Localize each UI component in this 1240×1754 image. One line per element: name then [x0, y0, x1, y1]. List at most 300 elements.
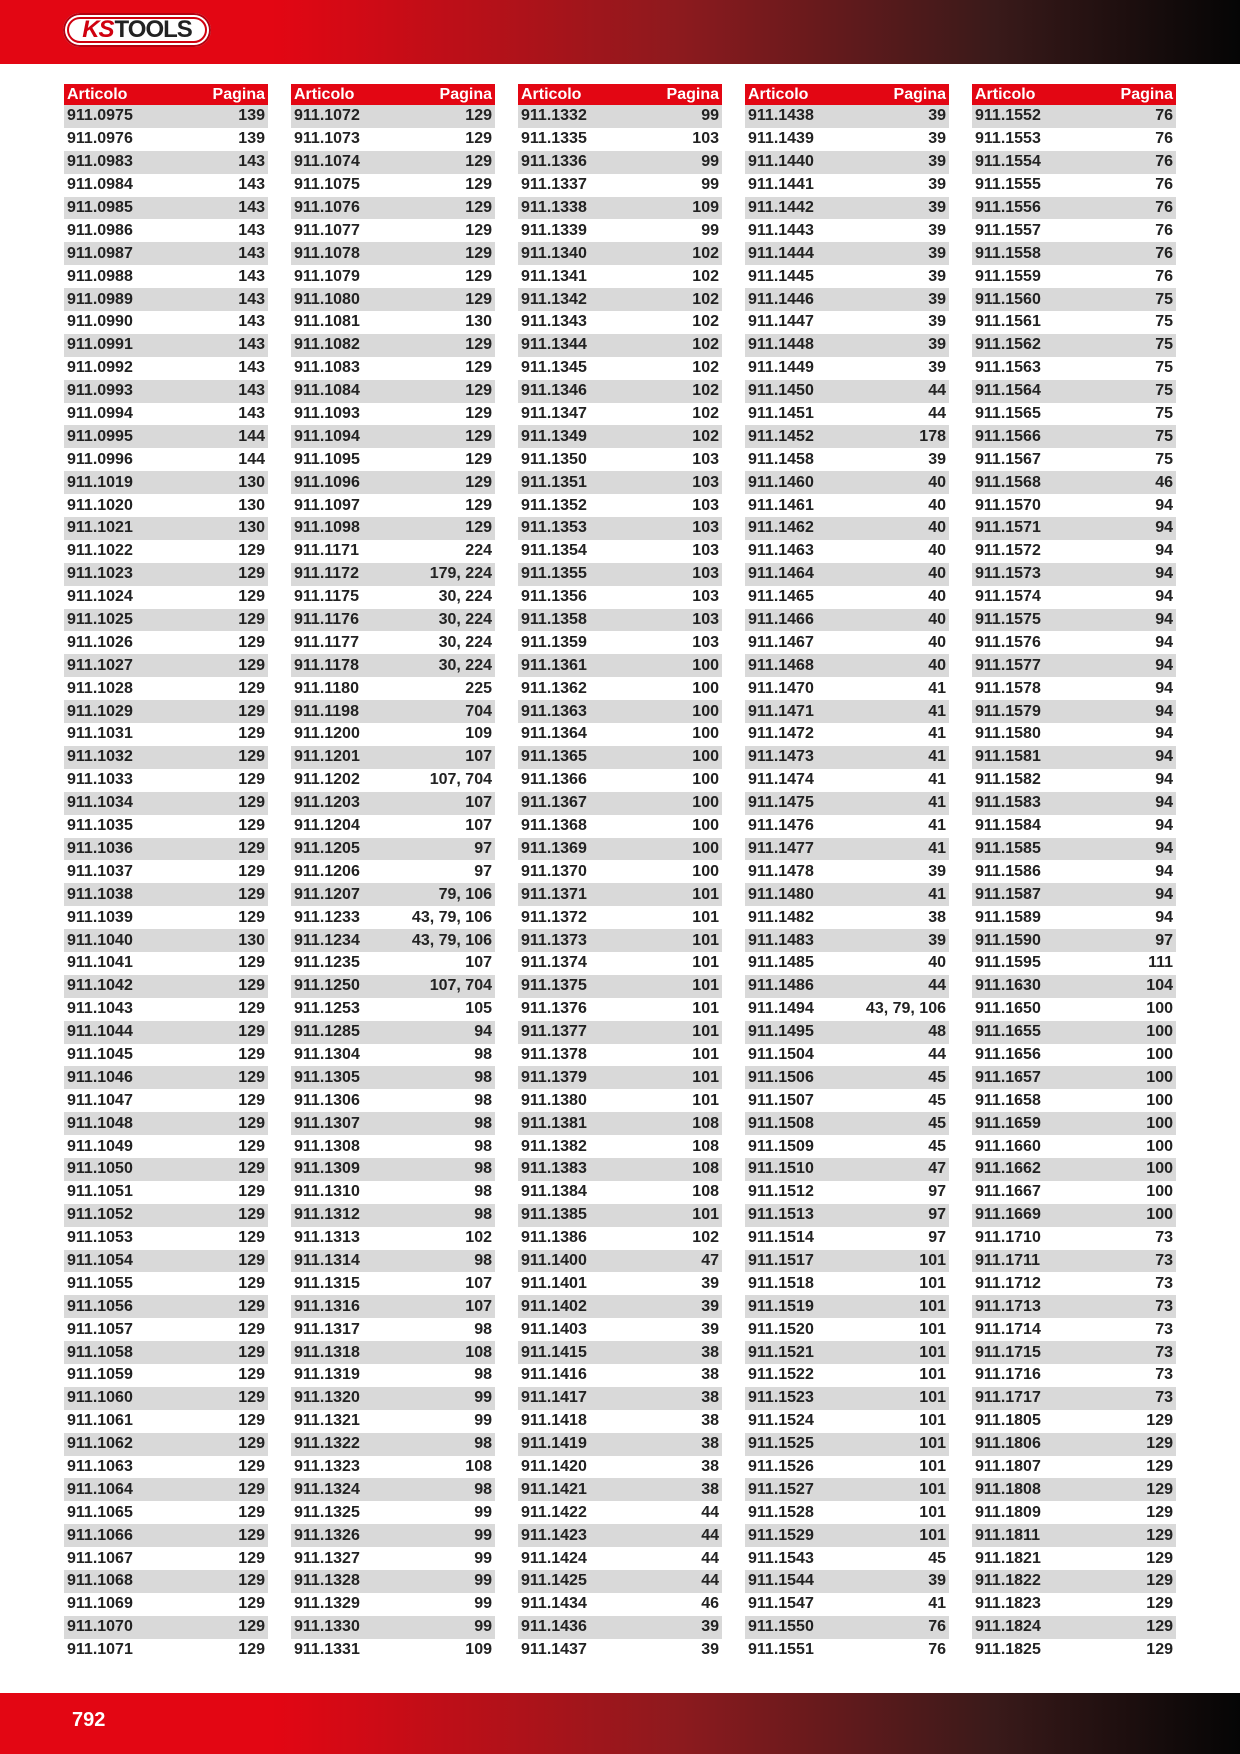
- page-reference: 129: [465, 290, 492, 308]
- index-row: [518, 425, 722, 448]
- page-reference: 143: [238, 336, 265, 354]
- article-number: 911.1024: [67, 588, 133, 606]
- article-number: 911.1543: [748, 1549, 814, 1567]
- article-number: 911.1327: [294, 1549, 360, 1567]
- header-article: Articolo: [67, 85, 128, 103]
- page-reference: 44: [701, 1526, 719, 1544]
- page-reference: 75: [1155, 405, 1173, 423]
- page-reference: 44: [701, 1572, 719, 1590]
- index-row: [745, 1456, 949, 1479]
- page-reference: 73: [1155, 1343, 1173, 1361]
- index-row: [745, 1570, 949, 1593]
- page-reference: 129: [238, 954, 265, 972]
- page-reference: 45: [928, 1137, 946, 1155]
- article-number: 911.1713: [975, 1297, 1041, 1315]
- page-reference: 100: [1146, 1114, 1173, 1132]
- article-number: 911.1587: [975, 885, 1041, 903]
- article-number: 911.1586: [975, 862, 1041, 880]
- index-row: [64, 1318, 268, 1341]
- index-row: [972, 1387, 1176, 1410]
- index-row: [745, 677, 949, 700]
- index-row: [518, 1593, 722, 1616]
- index-row: [972, 677, 1176, 700]
- article-number: 911.1480: [748, 885, 814, 903]
- index-row: [64, 265, 268, 288]
- page-reference: 129: [465, 176, 492, 194]
- index-row: [64, 1066, 268, 1089]
- index-row: [518, 334, 722, 357]
- article-number: 911.1025: [67, 611, 133, 629]
- article-number: 911.1529: [748, 1526, 814, 1544]
- page-reference: 102: [692, 405, 719, 423]
- page-reference: 100: [692, 839, 719, 857]
- index-row: [518, 998, 722, 1021]
- article-number: 911.1098: [294, 519, 360, 537]
- article-number: 911.1577: [975, 656, 1041, 674]
- page-reference: 30, 224: [438, 633, 492, 651]
- index-row: [518, 1318, 722, 1341]
- page-reference: 100: [692, 794, 719, 812]
- article-number: 911.1052: [67, 1206, 133, 1224]
- article-number: 911.1310: [294, 1183, 360, 1201]
- index-row: [518, 1158, 722, 1181]
- page-reference: 108: [692, 1114, 719, 1132]
- page-reference: 98: [474, 1183, 492, 1201]
- article-number: 911.1032: [67, 748, 133, 766]
- article-number: 911.1550: [748, 1618, 814, 1636]
- article-number: 911.1045: [67, 1045, 133, 1063]
- logo-ks-text: KS: [82, 16, 114, 43]
- index-row: [518, 1570, 722, 1593]
- article-number: 911.1582: [975, 771, 1041, 789]
- page-reference: 94: [1155, 771, 1173, 789]
- article-number: 911.1373: [521, 931, 587, 949]
- article-number: 911.1063: [67, 1457, 133, 1475]
- article-number: 911.1235: [294, 954, 360, 972]
- index-row: [745, 998, 949, 1021]
- index-row: [972, 288, 1176, 311]
- article-number: 911.1590: [975, 931, 1041, 949]
- index-row: [745, 906, 949, 929]
- article-number: 911.1234: [294, 931, 360, 949]
- article-number: 911.1044: [67, 1023, 133, 1041]
- article-number: 911.1358: [521, 611, 587, 629]
- index-row: [64, 1616, 268, 1639]
- index-row: [745, 1524, 949, 1547]
- page-reference: 101: [692, 977, 719, 995]
- article-number: 911.1029: [67, 702, 133, 720]
- article-number: 911.1033: [67, 771, 133, 789]
- article-number: 911.1461: [748, 496, 814, 514]
- article-number: 911.1560: [975, 290, 1041, 308]
- article-number: 911.1367: [521, 794, 587, 812]
- article-number: 911.1518: [748, 1274, 814, 1292]
- page-reference: 46: [701, 1595, 719, 1613]
- page-reference: 129: [465, 244, 492, 262]
- page-reference: 39: [928, 313, 946, 331]
- article-number: 911.1403: [521, 1320, 587, 1338]
- article-number: 911.1022: [67, 542, 133, 560]
- article-number: 911.0985: [67, 199, 133, 216]
- page-reference: 129: [238, 542, 265, 560]
- index-row: [745, 860, 949, 883]
- index-row: [972, 792, 1176, 815]
- page-reference: 94: [1155, 496, 1173, 514]
- index-row: [64, 1089, 268, 1112]
- index-row: [972, 746, 1176, 769]
- index-row: [745, 1295, 949, 1318]
- column-header: [291, 84, 495, 105]
- article-number: 911.1362: [521, 679, 587, 697]
- index-row: [518, 1501, 722, 1524]
- index-row: [64, 380, 268, 403]
- page-reference: 129: [238, 1229, 265, 1247]
- article-number: 911.1494: [748, 1000, 814, 1018]
- article-number: 911.1171: [294, 542, 359, 560]
- page-reference: 94: [1155, 542, 1173, 560]
- article-number: 911.1551: [748, 1641, 814, 1659]
- article-number: 911.1583: [975, 794, 1041, 812]
- article-number: 911.1054: [67, 1251, 133, 1269]
- page-reference: 30, 224: [438, 588, 492, 606]
- article-number: 911.0984: [67, 176, 133, 194]
- index-row: [291, 1066, 495, 1089]
- article-number: 911.1656: [975, 1045, 1041, 1063]
- page-reference: 100: [1146, 1206, 1173, 1224]
- article-number: 911.1584: [975, 817, 1041, 835]
- index-row: [745, 975, 949, 998]
- article-number: 911.1465: [748, 588, 814, 606]
- index-row: [291, 517, 495, 540]
- article-number: 911.1023: [67, 565, 133, 583]
- article-number: 911.1069: [67, 1595, 133, 1613]
- index-row: [291, 1433, 495, 1456]
- page-reference: 39: [928, 1572, 946, 1590]
- index-row: [745, 334, 949, 357]
- page-reference: 75: [1155, 450, 1173, 468]
- article-number: 911.1324: [294, 1480, 360, 1498]
- index-row: [972, 1593, 1176, 1616]
- index-row: [972, 1250, 1176, 1273]
- index-row: [972, 1181, 1176, 1204]
- page-reference: 41: [928, 794, 946, 812]
- article-number: 911.1544: [748, 1572, 814, 1590]
- page-reference: 98: [474, 1206, 492, 1224]
- index-row: [518, 1341, 722, 1364]
- article-number: 911.1567: [975, 450, 1041, 468]
- index-row: [291, 929, 495, 952]
- index-row: [972, 1227, 1176, 1250]
- page-reference: 76: [1155, 153, 1173, 171]
- page-reference: 103: [692, 450, 719, 468]
- index-row: [518, 1639, 722, 1662]
- page-reference: 129: [1146, 1457, 1173, 1475]
- index-row: [64, 723, 268, 746]
- article-number: 911.1570: [975, 496, 1041, 514]
- page-reference: 101: [692, 1023, 719, 1041]
- index-row: [518, 311, 722, 334]
- article-number: 911.1436: [521, 1618, 587, 1636]
- article-number: 911.1486: [748, 977, 814, 995]
- index-row: [745, 1044, 949, 1067]
- page-reference: 129: [238, 725, 265, 743]
- page-reference: 39: [701, 1618, 719, 1636]
- page-reference: 99: [701, 221, 719, 239]
- index-row: [972, 631, 1176, 654]
- page-reference: 100: [1146, 1160, 1173, 1178]
- page-reference: 98: [474, 1320, 492, 1338]
- article-number: 911.1332: [521, 107, 587, 125]
- page-reference: 75: [1155, 290, 1173, 308]
- article-number: 911.1344: [521, 336, 587, 354]
- index-row: [291, 860, 495, 883]
- page-reference: 94: [1155, 817, 1173, 835]
- page-reference: 100: [692, 656, 719, 674]
- index-row: [64, 975, 268, 998]
- page-reference: 704: [465, 702, 492, 720]
- article-number: 911.1509: [748, 1137, 814, 1155]
- article-number: 911.0976: [67, 130, 133, 148]
- page-reference: 94: [1155, 588, 1173, 606]
- article-number: 911.1517: [748, 1251, 814, 1269]
- article-number: 911.1096: [294, 473, 360, 491]
- index-row: [64, 494, 268, 517]
- index-row: [291, 631, 495, 654]
- article-number: 911.0992: [67, 359, 133, 377]
- index-row: [518, 929, 722, 952]
- page-reference: 75: [1155, 359, 1173, 377]
- index-row: [518, 1433, 722, 1456]
- index-row: [518, 242, 722, 265]
- article-number: 911.1339: [521, 221, 587, 239]
- article-number: 911.1507: [748, 1091, 814, 1109]
- article-number: 911.1417: [521, 1389, 587, 1407]
- index-row: [64, 998, 268, 1021]
- index-row: [291, 425, 495, 448]
- page-reference: 103: [692, 130, 719, 148]
- index-column: [64, 84, 268, 1662]
- article-number: 911.1440: [748, 153, 814, 171]
- page-reference: 47: [928, 1160, 946, 1178]
- page-reference: 129: [1146, 1526, 1173, 1544]
- index-row: [518, 952, 722, 975]
- page-reference: 40: [928, 519, 946, 537]
- index-row: [972, 998, 1176, 1021]
- column-header: [518, 84, 722, 105]
- page-reference: 38: [701, 1435, 719, 1453]
- index-row: [518, 1456, 722, 1479]
- index-row: [972, 540, 1176, 563]
- page-reference: 40: [928, 496, 946, 514]
- article-number: 911.1825: [975, 1641, 1041, 1659]
- page-reference: 129: [238, 633, 265, 651]
- footer-bar: [0, 1693, 1240, 1754]
- article-number: 911.1309: [294, 1160, 360, 1178]
- article-number: 911.1510: [748, 1160, 814, 1178]
- index-row: [291, 105, 495, 128]
- page-reference: 40: [928, 954, 946, 972]
- page-reference: 130: [238, 473, 265, 491]
- page-reference: 43, 79, 106: [411, 931, 492, 949]
- page-reference: 44: [928, 977, 946, 995]
- index-row: [518, 357, 722, 380]
- index-row: [64, 631, 268, 654]
- index-row: [518, 1204, 722, 1227]
- page-reference: 76: [928, 1641, 946, 1659]
- article-number: 911.1443: [748, 221, 814, 239]
- index-row: [64, 242, 268, 265]
- column-rows: [64, 105, 268, 1662]
- article-number: 911.1715: [975, 1343, 1041, 1361]
- page-reference: 129: [238, 588, 265, 606]
- page-reference: 100: [1146, 1183, 1173, 1201]
- article-number: 911.1386: [521, 1229, 587, 1247]
- index-row: [291, 975, 495, 998]
- header-article: Articolo: [748, 85, 809, 103]
- index-row: [291, 1204, 495, 1227]
- page-reference: 129: [238, 1137, 265, 1155]
- article-number: 911.1206: [294, 862, 360, 880]
- page-reference: 129: [238, 1183, 265, 1201]
- page-reference: 41: [928, 771, 946, 789]
- index-row: [972, 1135, 1176, 1158]
- article-number: 911.1660: [975, 1137, 1041, 1155]
- page-reference: 101: [692, 1045, 719, 1063]
- index-row: [972, 1318, 1176, 1341]
- page-reference: 139: [238, 130, 265, 148]
- index-row: [745, 1250, 949, 1273]
- article-number: 911.1253: [294, 1000, 360, 1018]
- article-number: 911.1066: [67, 1526, 133, 1544]
- article-number: 911.1400: [521, 1251, 587, 1269]
- article-number: 911.1071: [67, 1641, 133, 1659]
- page-reference: 101: [692, 1206, 719, 1224]
- article-number: 911.1573: [975, 565, 1041, 583]
- page-reference: 129: [1146, 1435, 1173, 1453]
- article-number: 911.1434: [521, 1595, 587, 1613]
- page-reference: 99: [701, 176, 719, 194]
- page-reference: 143: [238, 267, 265, 285]
- index-row: [745, 1204, 949, 1227]
- page-reference: 38: [701, 1457, 719, 1475]
- article-number: 911.1571: [975, 519, 1041, 537]
- page-reference: 129: [238, 748, 265, 766]
- page-reference: 98: [474, 1366, 492, 1384]
- article-number: 911.1039: [67, 908, 133, 926]
- index-row: [64, 700, 268, 723]
- index-row: [745, 883, 949, 906]
- page-reference: 94: [1155, 611, 1173, 629]
- page-reference: 101: [919, 1320, 946, 1338]
- page-reference: 76: [1155, 244, 1173, 262]
- article-number: 911.1361: [521, 656, 587, 674]
- page-reference: 107: [465, 1274, 492, 1292]
- page-reference: 98: [474, 1114, 492, 1132]
- article-number: 911.1442: [748, 199, 814, 216]
- page-reference: 39: [928, 359, 946, 377]
- page-reference: 102: [692, 359, 719, 377]
- article-number: 911.1508: [748, 1114, 814, 1132]
- index-row: [64, 1456, 268, 1479]
- index-row: [518, 631, 722, 654]
- page-reference: 108: [465, 1457, 492, 1475]
- index-row: [291, 906, 495, 929]
- article-number: 911.1325: [294, 1503, 360, 1521]
- page-reference: 129: [238, 1595, 265, 1613]
- article-number: 911.1446: [748, 290, 814, 308]
- page-reference: 225: [465, 679, 492, 697]
- page-reference: 129: [1146, 1572, 1173, 1590]
- index-row: [745, 105, 949, 128]
- page-reference: 129: [465, 382, 492, 400]
- index-row: [291, 746, 495, 769]
- page-reference: 143: [238, 359, 265, 377]
- article-number: 911.1716: [975, 1366, 1041, 1384]
- article-number: 911.1202: [294, 771, 360, 789]
- page-reference: 129: [465, 359, 492, 377]
- index-row: [745, 563, 949, 586]
- index-row: [972, 860, 1176, 883]
- article-number: 911.1366: [521, 771, 587, 789]
- index-row: [291, 654, 495, 677]
- article-number: 911.1322: [294, 1435, 360, 1453]
- article-number: 911.1250: [294, 977, 360, 995]
- article-number: 911.1201: [294, 748, 360, 766]
- article-number: 911.1080: [294, 290, 360, 308]
- page-reference: 101: [919, 1457, 946, 1475]
- index-row: [972, 1616, 1176, 1639]
- article-number: 911.1042: [67, 977, 133, 995]
- index-columns: [64, 84, 1176, 1662]
- index-row: [518, 769, 722, 792]
- index-row: [518, 1021, 722, 1044]
- index-row: [972, 1044, 1176, 1067]
- index-row: [64, 792, 268, 815]
- index-row: [518, 517, 722, 540]
- page-reference: 94: [1155, 794, 1173, 812]
- index-row: [291, 471, 495, 494]
- page-reference: 101: [692, 1091, 719, 1109]
- article-number: 911.0990: [67, 313, 133, 331]
- index-row: [972, 517, 1176, 540]
- page-reference: 129: [238, 1480, 265, 1498]
- article-number: 911.1061: [67, 1412, 133, 1430]
- index-row: [518, 860, 722, 883]
- article-number: 911.1552: [975, 107, 1041, 125]
- index-row: [745, 151, 949, 174]
- index-row: [972, 425, 1176, 448]
- index-row: [64, 677, 268, 700]
- page-reference: 99: [701, 153, 719, 171]
- index-row: [745, 471, 949, 494]
- index-row: [518, 1295, 722, 1318]
- page-reference: 41: [928, 725, 946, 743]
- article-number: 911.1470: [748, 679, 814, 697]
- index-row: [518, 1524, 722, 1547]
- page-reference: 129: [238, 679, 265, 697]
- index-row: [518, 219, 722, 242]
- article-number: 911.1369: [521, 839, 587, 857]
- article-number: 911.1338: [521, 199, 587, 216]
- index-row: [745, 1272, 949, 1295]
- index-row: [518, 403, 722, 426]
- index-row: [972, 1639, 1176, 1662]
- article-number: 911.1555: [975, 176, 1041, 194]
- article-number: 911.1808: [975, 1480, 1041, 1498]
- index-row: [518, 105, 722, 128]
- index-row: [972, 1570, 1176, 1593]
- page-reference: 101: [692, 885, 719, 903]
